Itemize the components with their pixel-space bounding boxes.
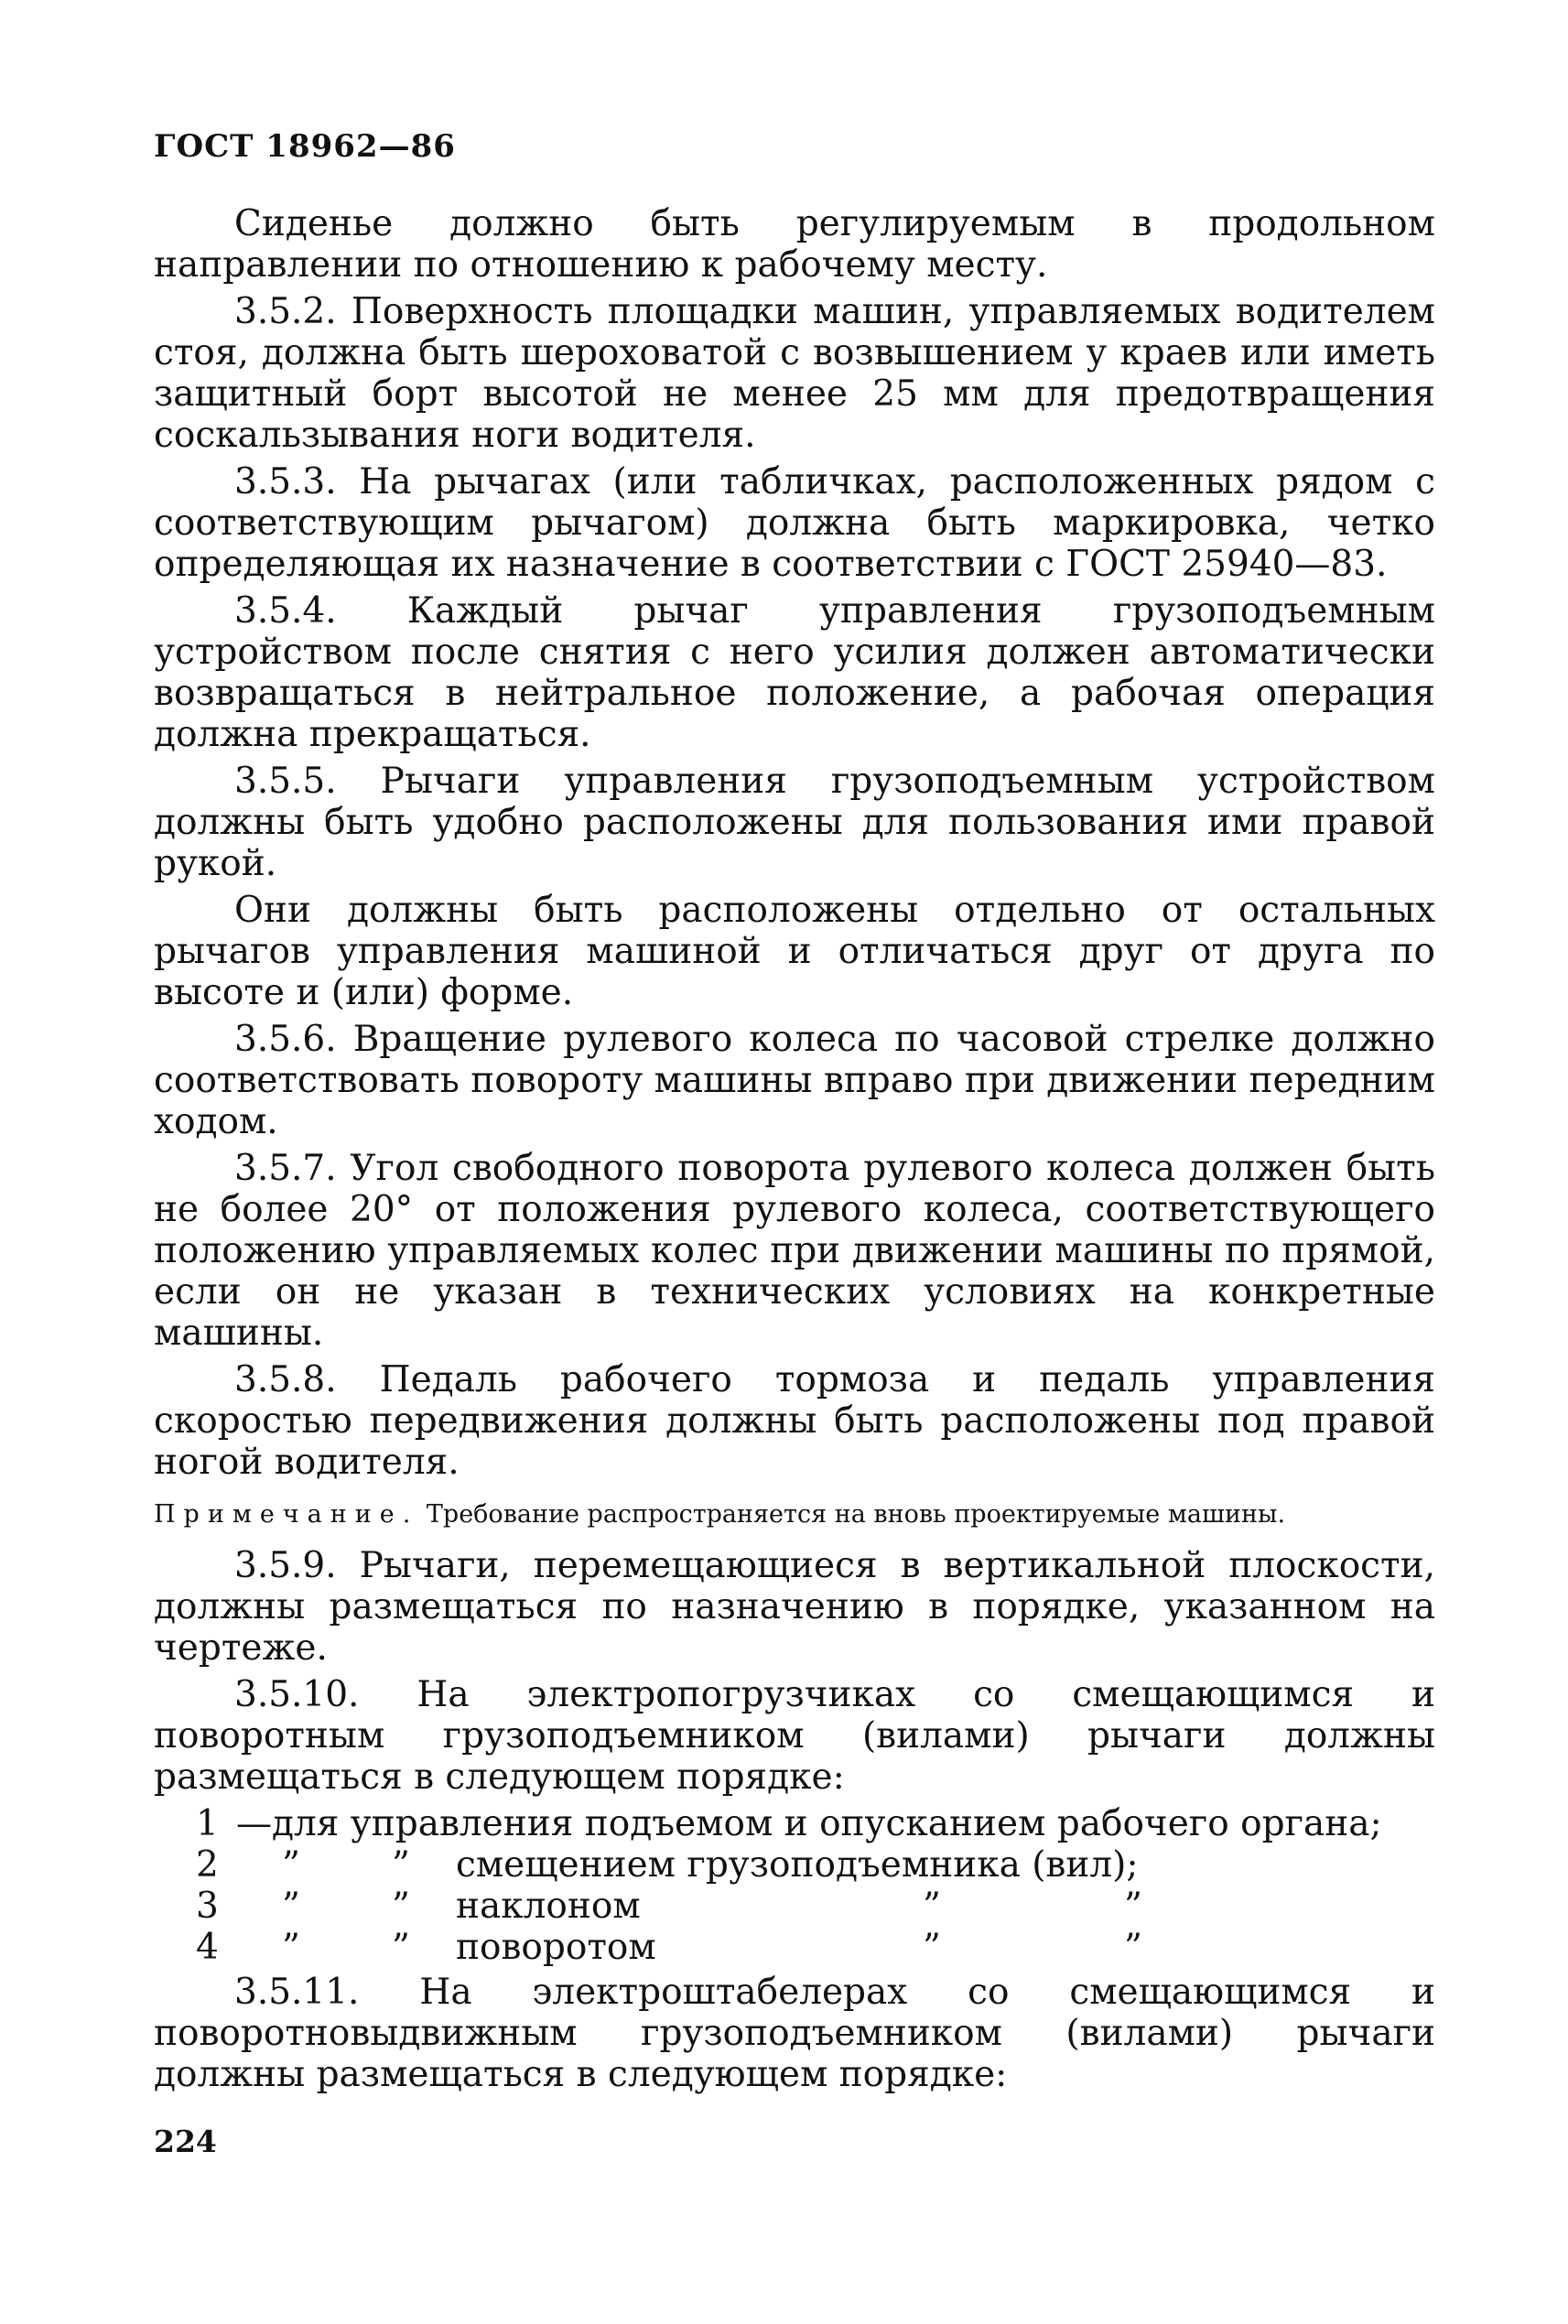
ditto-mark: ” xyxy=(923,1886,941,1927)
list-item-text: —для управления подъемом и опусканием рабочего органа; xyxy=(236,1803,1382,1844)
lever-order-list xyxy=(154,1803,1435,1968)
ditto-mark: ” xyxy=(282,1927,300,1968)
paragraph-3-5-4: 3.5.4. Каждый рычаг управления грузоподъемным устройством после снятия с него усилия должен автоматически возвращаться в нейтральное положение, а рабочая операция должна прекращаться. xyxy=(154,590,1435,755)
note-text: Требование распространяется на вновь проектируемые машины. xyxy=(426,1500,1286,1529)
list-item xyxy=(154,1803,1435,1844)
ditto-mark: ” xyxy=(282,1886,300,1927)
paragraph-levers-placement: Они должны быть расположены отдельно от остальных рычагов управления машиной и отличаться друг от друга по высоте и (или) форме. xyxy=(154,890,1435,1013)
list-item xyxy=(154,1927,1435,1968)
list-item-number: 4 xyxy=(196,1927,219,1968)
paragraph-3-5-11: 3.5.11. На электроштабелерах со смещающимся и поворотновыдвижным грузоподъемником (вилами) рычаги должны размещаться в следующем порядке: xyxy=(154,1972,1435,2095)
ditto-mark: ” xyxy=(923,1927,941,1968)
paragraph-3-5-3: 3.5.3. На рычагах (или табличках, расположенных рядом с соответствующим рычагом) должна быть маркировка, четко определяющая их назначение в соответствии с ГОСТ 25940—83. xyxy=(154,461,1435,585)
paragraph-3-5-7: 3.5.7. Угол свободного поворота рулевого колеса должен быть не более 20° от положения рулевого колеса, соответствующего положению управляемых колес при движении машины по прямой, если он не указан в технических условиях на конкретные машины. xyxy=(154,1148,1435,1354)
paragraph-3-5-6: 3.5.6. Вращение рулевого колеса по часовой стрелке должно соответствовать повороту машины вправо при движении передним ходом. xyxy=(154,1019,1435,1142)
list-item xyxy=(154,1886,1435,1927)
ditto-mark: ” xyxy=(392,1844,410,1886)
paragraph-3-5-9: 3.5.9. Рычаги, перемещающиеся в вертикальной плоскости, должны размещаться по назначению в порядке, указанном на чертеже. xyxy=(154,1545,1435,1669)
paragraph-seat: Сиденье должно быть регулируемым в продольном направлении по отношению к рабочему месту. xyxy=(154,203,1435,286)
list-item-text: поворотом xyxy=(456,1927,656,1968)
paragraph-3-5-5: 3.5.5. Рычаги управления грузоподъемным устройством должны быть удобно расположены для пользования ими правой рукой. xyxy=(154,761,1435,884)
page-number: 224 xyxy=(154,2124,217,2159)
ditto-mark: ” xyxy=(1124,1886,1142,1927)
paragraph-3-5-8: 3.5.8. Педаль рабочего тормоза и педаль управления скоростью передвижения должны быть расположены под правой ногой водителя. xyxy=(154,1359,1435,1483)
list-item-number: 1 xyxy=(196,1803,219,1844)
paragraph-3-5-10: 3.5.10. На электропогрузчиках со смещающимся и поворотным грузоподъемником (вилами) рычаги должны размещаться в следующем порядке: xyxy=(154,1674,1435,1798)
list-item-number: 3 xyxy=(196,1886,219,1927)
ditto-mark: ” xyxy=(392,1886,410,1927)
ditto-mark: ” xyxy=(282,1844,300,1886)
paragraph-3-5-2: 3.5.2. Поверхность площадки машин, управляемых водителем стоя, должна быть шероховатой с возвышением у краев или иметь защитный борт высотой не менее 25 мм для предотвращения соскальзывания ноги водителя. xyxy=(154,291,1435,456)
list-item-text: смещением грузоподъемника (вил); xyxy=(456,1844,1139,1886)
ditto-mark: ” xyxy=(1124,1927,1142,1968)
ditto-mark: ” xyxy=(392,1927,410,1968)
note-label: Примечание. xyxy=(154,1500,419,1529)
list-item-number: 2 xyxy=(196,1844,219,1886)
list-item xyxy=(154,1844,1435,1886)
note xyxy=(154,1499,1435,1530)
document-header: ГОСТ 18962—86 xyxy=(154,128,456,165)
document-body xyxy=(154,203,1435,2101)
list-item-text: наклоном xyxy=(456,1886,641,1927)
